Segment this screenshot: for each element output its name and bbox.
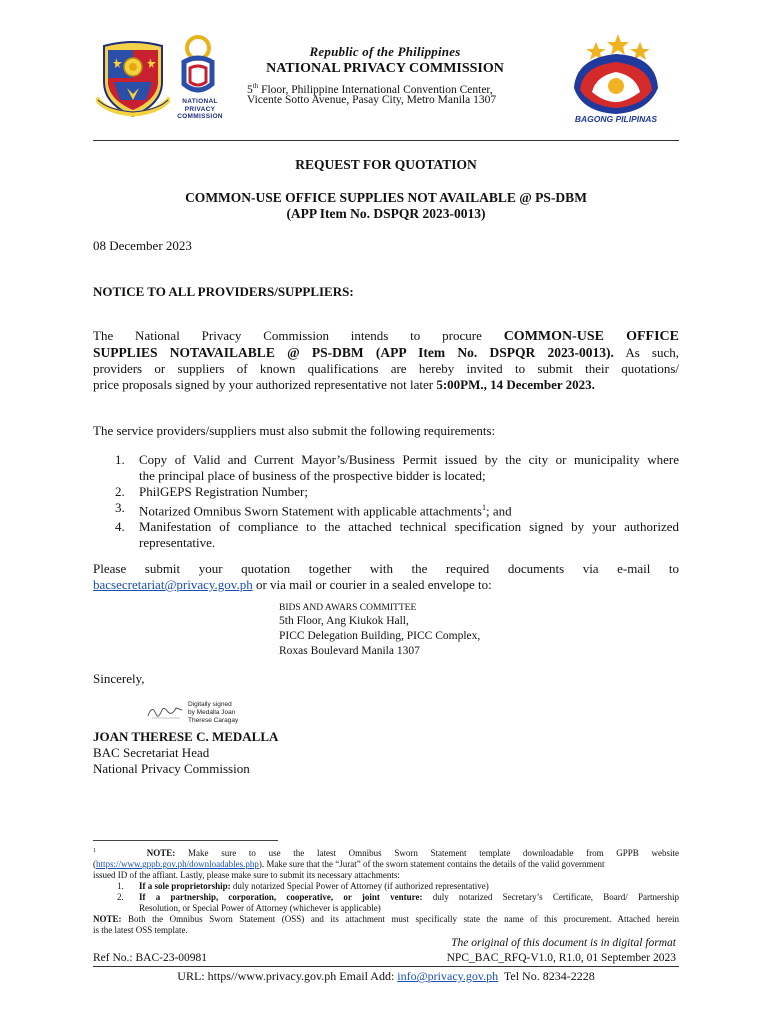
footnote-line: is the latest OSS template. [93, 925, 188, 935]
footnote-item-number: 1. [117, 881, 124, 891]
bagong-pilipinas-text: BAGONG PILIPINAS [574, 114, 658, 124]
notice-heading: NOTICE TO ALL PROVIDERS/SUPPLIERS: [93, 284, 354, 299]
list-item [93, 452, 679, 484]
footnote-item-text: duly notarized Secretary’s Certificate, Board/ Partnership [422, 892, 679, 902]
footnote-text: ). Make sure that the “Jurat” of the sworn statement contains the details of the valid government [258, 859, 605, 869]
npc-logo-line: NATIONAL [182, 98, 218, 105]
address-line: 5th Floor, Ang Kiukok Hall, [279, 615, 409, 627]
reference-number: Ref No.: BAC-23-00981 [93, 952, 208, 964]
intro-line: providers or suppliers of known qualifications are hereby invited to submit their quotations/ [93, 361, 679, 376]
digital-signature-stamp [188, 701, 238, 725]
digital-signature-line: Digitally signed [188, 701, 232, 708]
intro-bold: SUPPLIES NOTAVAILABLE @ PS-DBM (APP Item No. DSPQR 2023-0013). [93, 345, 614, 360]
digital-signature-line: Therese Caragay [188, 717, 239, 724]
address-line: BIDS AND AWARS COMMITTEE [279, 603, 417, 613]
list-item-text: the principal place of business of the prospective bidder is located; [139, 468, 486, 483]
form-code: NPC_BAC_RFQ-V1.0, R1.0, 01 September 2023 [446, 952, 676, 964]
footnote-item-line [139, 892, 679, 903]
address-rest: Floor, Philippine International Convention Center, [258, 83, 493, 96]
gppb-link[interactable]: https://www.gppb.gov.ph/downloadables.php [96, 859, 259, 869]
document-subtitle-2: (APP Item No. DSPQR 2023-0013) [286, 206, 486, 221]
document-title: REQUEST FOR QUOTATION [295, 157, 477, 172]
requirements-intro: The service providers/suppliers must also submit the following requirements: [93, 423, 496, 438]
footnote-text: Make sure to use the latest Omnibus Sworn Statement template downloadable from GPPB website [175, 848, 679, 858]
footnote-label: NOTE: [93, 914, 122, 924]
address-floor-number: 5 [247, 83, 253, 96]
intro-line [93, 345, 679, 361]
bac-email-link[interactable]: bacsecretariat@privacy.gov.ph [93, 577, 253, 592]
footnote-divider [93, 840, 278, 841]
list-item-text-main: Notarized Omnibus Sworn Statement with applicable attachments [139, 503, 482, 519]
footnote-text: Both the Omnibus Sworn Statement (OSS) and its attachment must specifically state the name of this procurement. Attached herein [121, 914, 679, 924]
list-item-text: Copy of Valid and Current Mayor’s/Business Permit issued by the city or municipality where [139, 452, 679, 467]
footnote-line: (https://www.gppb.gov.ph/downloadables.php). Make sure that the “Jurat” of the sworn statement contains the details of the valid government [93, 859, 605, 869]
footnote-label: NOTE: [146, 848, 176, 858]
contact-tel-text: Tel No. 8234-2228 [498, 969, 595, 983]
footnote-marker: 1 [93, 848, 96, 854]
intro-line [93, 328, 679, 345]
submission-line [93, 577, 679, 593]
digital-format-note: The original of this document is in digital format [451, 937, 676, 949]
signatory-block [93, 729, 278, 777]
footnote-item-number: 2. [117, 892, 124, 902]
npc-logo-text [173, 98, 227, 121]
list-item [93, 484, 679, 500]
list-item-text [139, 500, 679, 519]
list-item [93, 519, 679, 551]
agency-address-line2: Vicente Sotto Avenue, Pasay City, Metro Manila 1307 [247, 94, 497, 106]
footnote-item [93, 881, 679, 892]
footnote-item-bold: If a partnership, corporation, cooperative, or joint venture: [139, 892, 423, 902]
footnote-ref[interactable]: 1 [481, 503, 486, 512]
footer-divider [93, 966, 679, 967]
mailing-address-block [279, 602, 480, 659]
agency-name: NATIONAL PRIVACY COMMISSION [266, 61, 504, 76]
list-item-text: Manifestation of compliance to the attached technical specification signed by your authorized [139, 519, 679, 535]
signatory-name: JOAN THERESE C. MEDALLA [93, 729, 279, 744]
requirements-list [93, 452, 679, 551]
npc-logo-line: PRIVACY [184, 105, 216, 113]
list-item-number: 3. [115, 500, 125, 515]
address-line: Roxas Boulevard Manila 1307 [279, 645, 420, 657]
contact-line [93, 969, 679, 984]
list-item-text: representative. [139, 535, 216, 551]
list-item-text: PhilGEPS Registration Number; [139, 484, 308, 499]
list-item-number: 1. [115, 452, 125, 467]
digital-signature-line: by Medalla Joan [188, 709, 236, 716]
footnote-line [93, 846, 679, 859]
footnote-item-line: Resolution, or Special Power of Attorney (whichever is applicable) [139, 903, 381, 913]
document-date: 08 December 2023 [93, 238, 192, 253]
intro-bold: COMMON-USE OFFICE [503, 329, 679, 344]
intro-text: As such, [613, 345, 679, 360]
intro-text: The National Privacy Commission intends to procure [93, 328, 504, 343]
bagong-pilipinas-logo-icon [566, 32, 666, 124]
document-subtitle-1: COMMON-USE OFFICE SUPPLIES NOT AVAILABLE @ PS-DBM [185, 190, 587, 205]
footnote-line [93, 914, 679, 925]
deadline-text: 5:00PM., 14 December 2023. [436, 377, 595, 392]
contact-url-text: URL: https//www.privacy.gov.ph Email Add: [177, 969, 398, 983]
address-floor-suffix: th [252, 82, 259, 90]
list-item-number: 4. [115, 519, 125, 535]
footnote-item-text: duly notarized Special Power of Attorney (if authorized representative) [230, 881, 489, 891]
closing-salutation: Sincerely, [93, 671, 145, 686]
address-line: PICC Delegation Building, PICC Complex, [279, 630, 481, 642]
list-item [93, 500, 679, 519]
footnote [93, 846, 679, 936]
submission-line: Please submit your quotation together with the required documents via e-mail to [93, 561, 679, 576]
npc-logo-icon [178, 34, 218, 98]
signature-scribble-icon [146, 700, 186, 722]
list-item-text-post: ; and [485, 503, 512, 519]
npc-logo-line: COMMISSION [177, 113, 223, 120]
signatory-organization: National Privacy Commission [93, 761, 250, 776]
footnote-item-bold: If a sole proprietorship: [139, 881, 231, 891]
footnote-line: issued ID of the affiant. Lastly, please make sure to submit its necessary attachments: [93, 870, 400, 880]
intro-text: price proposals signed by your authorized representative not later [93, 377, 437, 392]
submission-text: or via mail or courier in a sealed envelope to: [252, 577, 492, 592]
header-divider [93, 140, 679, 141]
intro-line [93, 377, 679, 393]
list-item-number: 2. [115, 484, 125, 499]
signatory-title: BAC Secretariat Head [93, 745, 210, 760]
info-email-link[interactable]: info@privacy.gov.ph [397, 969, 499, 983]
footnote-item [93, 892, 679, 914]
republic-line: Republic of the Philippines [309, 44, 461, 59]
intro-paragraph [93, 328, 679, 393]
philippine-seal-icon [96, 38, 170, 118]
submission-paragraph [93, 561, 679, 593]
